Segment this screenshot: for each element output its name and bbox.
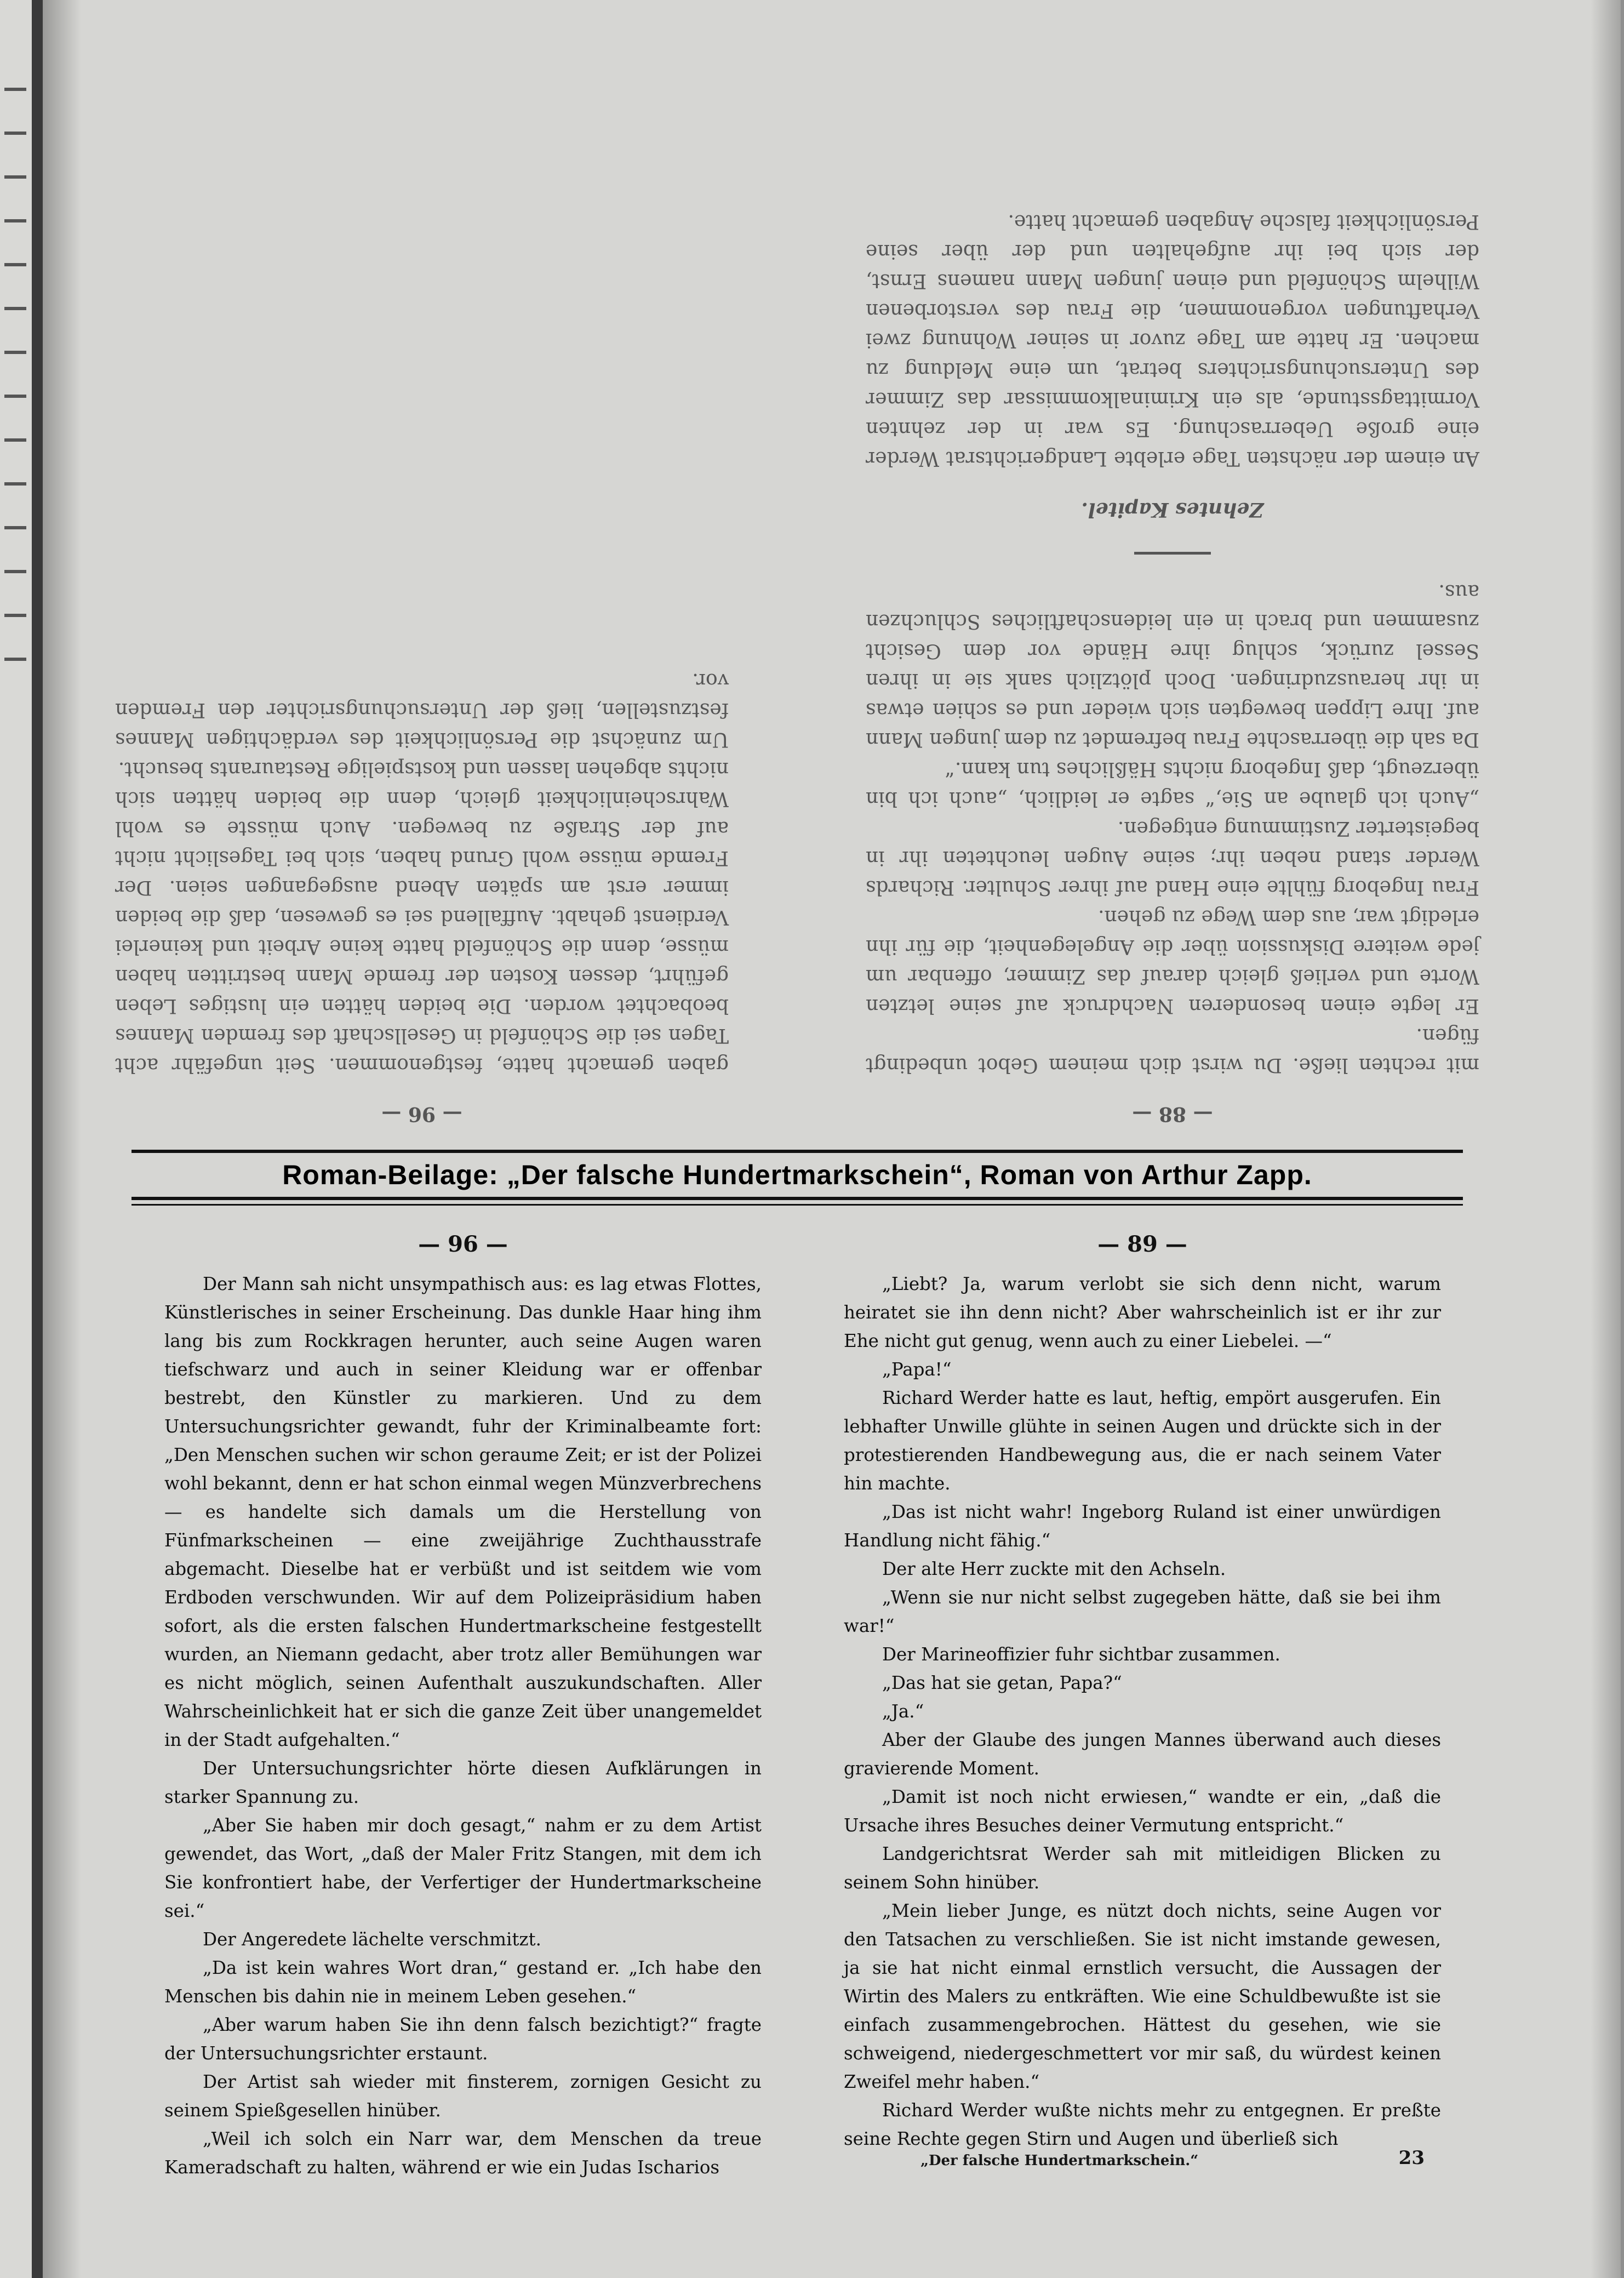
paragraph: „Wenn sie nur nicht selbst zugegeben hätte, daß sie bei ihm war!“ — [844, 1587, 1441, 1636]
footer-title: „Der falsche Hundertmarkschein.“ — [920, 2153, 1199, 2169]
chapter-heading: Zehntes Kapitel. — [1081, 498, 1264, 521]
paragraph: Aber der Glaube des jungen Mannes überwand auch dieses gravierende Moment. — [844, 1729, 1441, 1779]
banner-title: Roman-Beilage: „Der falsche Hundertmarkschein“, Roman von Arthur Zapp. — [282, 1160, 1312, 1190]
paragraph: Frau Ingeborg fühlte eine Hand auf ihrer Schulter. Richards Werder stand neben ihr; seine Augen leuchteten ihr in begeisterter Zustimmung entgegen. — [866, 817, 1479, 899]
paragraph: Um zunächst die Persönlichkeit des verdächtigen Mannes festzustellen, ließ der Untersuchungsrichter den Fremden vor. — [115, 669, 729, 751]
sheet-signature: 23 — [1398, 2147, 1425, 2169]
paragraph: „Weil ich solch ein Narr war, dem Menschen da treue Kameradschaft zu halten, während er wie ein Judas Ischarios — [164, 2128, 762, 2178]
paragraph: Richard Werder hatte es laut, heftig, empört ausgerufen. Ein lebhafter Unwille glühte in seinen Augen und drückte sich in der protestierenden Handbewegung aus, die er nach seinem Vater hin machte. — [844, 1388, 1441, 1494]
paragraph: Der Mann sah nicht unsympathisch aus: es lag etwas Flottes, Künstlerisches in seiner Erscheinung. Das dunkle Haar hing ihm lang bis zum Rockkragen herunter, auch seine Augen waren tiefschwarz und auch in seiner Kleidung war er offenbar bestrebt, den Künstler zu markieren. Und zu dem Untersuchungsrichter gewandt, fuhr der Kriminalbeamte fort: „Den Menschen suchen wir schon geraume Zeit; er ist der Polizei wohl bekannt, denn er hat schon einmal wegen Münzverbrechens — es handelte sich damals um die Herstellung von Fünfmarkscheinen — eine zweijährige Zuchthausstrafe abgemacht. Dieselbe hat er verbüßt und ist seitdem wie vom Erdboden verschwunden. Wir auf dem Polizeipräsidium haben sofort, als die ersten falschen Hundertmarkscheine festgestellt wurden, an Niemann gedacht, aber trotz aller Bemühungen war es nicht möglich, seinen Aufenthalt auszukundschaften. Aller Wahrscheinlichkeit hat er sich die ganze Zeit über unangemeldet in der Stadt aufgehalten.“ — [164, 1274, 762, 1750]
page-number: — 88 — — [1132, 1103, 1213, 1126]
upper-column-88 — [866, 38, 1479, 1129]
paragraph: „Liebt? Ja, warum verlobt sie sich denn nicht, warum heiratet sie ihn denn nicht? Aber wahrscheinlich ist er ihr zur Ehe nicht gut genug, wenn auch zu einer Liebelei. —“ — [844, 1274, 1441, 1351]
paragraph: Der Artist sah wieder mit finsterem, zornigen Gesicht zu seinem Spießgesellen hinüber. — [164, 2071, 762, 2121]
paragraph: An einem der nächsten Tage erlebte Landgerichtsrat Werder eine große Ueberraschung. Es war in der zehnten Vormittagsstunde, als ein Kriminalkommissar das Zimmer des Untersuchungsrichters betrat, um eine Meldung zu machen. Er hatte am Tage zuvor in seiner Wohnung zwei Verhaftungen vorgenommen, die Frau des verstorbenen Wilhelm Schönfeld und einen jungen Mann namens Ernst, der sich bei ihr aufgehalten und der über seine Persönlichkeit falsche Angaben gemacht hatte. — [866, 210, 1479, 470]
page-number: — 96 — — [381, 1103, 462, 1126]
right-column — [844, 1230, 1441, 2153]
left-column — [164, 1230, 762, 2182]
paragraph: mit rechten ließe. Du wirst dich meinem Gebot unbedingt fügen. — [866, 1024, 1479, 1076]
page-number: — 96 — — [418, 1231, 508, 1257]
paragraph: gaben gemacht hatte, festgenommen. Seit ungefähr acht Tagen sei die Schönfeld in Gesellschaft des fremden Mannes beobachtet worden. Die beiden hätten ein lustiges Leben geführt, dessen Kosten der fremde Mann bestritten haben müsse, denn die Schönfeld hatte keine Arbeit und keinerlei Verdienst gehabt. Auffallend sei es gewesen, daß die beiden immer erst am späten Abend ausgegangen seien. Der Fremde müsse wohl Grund haben, sich bei Tageslicht nicht auf der Straße zu bewegen. Auch müsste es wohl Wahrscheinlichkeit gleich, denn die beiden hätten sich nichts abgehen lassen und kostspielige Restaurants besucht. — [115, 758, 729, 1076]
page-footer — [877, 2147, 1425, 2174]
section-rule — [1134, 552, 1211, 555]
paragraph: „Das hat sie getan, Papa?“ — [882, 1672, 1122, 1693]
paragraph: „Aber Sie haben mir doch gesagt,“ nahm er zu dem Artist gewendet, das Wort, „daß der Maler Fritz Stangen, mit dem ich Sie konfrontiert habe, der Verfertiger der Hundertmarkscheine sei.“ — [164, 1815, 762, 1921]
paragraph: Richard Werder wußte nichts mehr zu entgegnen. Er preßte seine Rechte gegen Stirn und Augen und überließ sich — [844, 2100, 1441, 2149]
paragraph: Er legte einen besonderen Nachdruck auf seine letzten Worte und verließ gleich darauf das Zimmer, offenbar um jede weitere Diskussion über die Angelegenheit, die für ihn erledigt war, aus dem Wege zu gehen. — [866, 906, 1479, 1017]
paragraph: „Mein lieber Junge, es nützt doch nichts, seine Augen vor den Tatsachen zu verschließen. Sie ist nicht imstande gewesen, ja sie hat nicht einmal ernstlich versucht, die Aussagen der Wirtin des Malers zu entkräften. Wie eine Schuldbewußte ist sie einfach zusammengebrochen. Hättest du gesehen, wie sie schweigend, niedergeschmettert vor mir saß, du würdest keinen Zweifel mehr haben.“ — [844, 1900, 1441, 2092]
paragraph: Der alte Herr zuckte mit den Achseln. — [882, 1558, 1226, 1579]
adjacent-page-edge — [0, 0, 47, 2278]
paragraph: Der Marineoffizier fuhr sichtbar zusammen. — [882, 1644, 1280, 1665]
upside-down-section — [99, 38, 1479, 1129]
upper-column-96 — [115, 38, 729, 1129]
page-number: — 89 — — [1097, 1231, 1187, 1257]
paragraph: Der Angeredete lächelte verschmitzt. — [203, 1929, 541, 1950]
paragraph: „Da ist kein wahres Wort dran,“ gestand er. „Ich habe den Menschen bis dahin nie in meinem Leben gesehen.“ — [164, 1957, 762, 2007]
paragraph: Der Untersuchungsrichter hörte diesen Aufklärungen in starker Spannung zu. — [164, 1758, 762, 1807]
paragraph: Landgerichtsrat Werder sah mit mitleidigen Blicken zu seinem Sohn hinüber. — [844, 1843, 1441, 1893]
paragraph: „Damit ist noch nicht erwiesen,“ wandte er ein, „daß die Ursache ihres Besuches deiner Vermutung entspricht.“ — [844, 1786, 1441, 1836]
paragraph: „Aber warum haben Sie ihn denn falsch bezichtigt?“ fragte der Untersuchungsrichter erstaunt. — [164, 2014, 762, 2064]
supplement-banner — [131, 1150, 1463, 1200]
banner-underline — [131, 1204, 1463, 1206]
paragraph: „Auch ich glaube an Sie,“ sagte er leidlich, „auch ich bin überzeugt, daß Ingeborg nichts Häßliches tun kann.“ — [866, 758, 1479, 810]
paragraph: „Ja.“ — [882, 1701, 924, 1722]
paragraph: „Das ist nicht wahr! Ingeborg Ruland ist einer unwürdigen Handlung nicht fähig.“ — [844, 1501, 1441, 1551]
paragraph: Da sah die überraschte Frau befremdet zu dem jungen Mann auf. Ihre Lippen bewegten sich wieder und es schien etwas in ihr herauszudringen. Doch plötzlich sank sie in ihren Sessel zurück, schlug ihre Hände vor dem Gesicht zusammen und brach in ein leidenschaftliches Schluchzen aus. — [866, 580, 1479, 751]
paragraph: „Papa!“ — [882, 1359, 952, 1380]
